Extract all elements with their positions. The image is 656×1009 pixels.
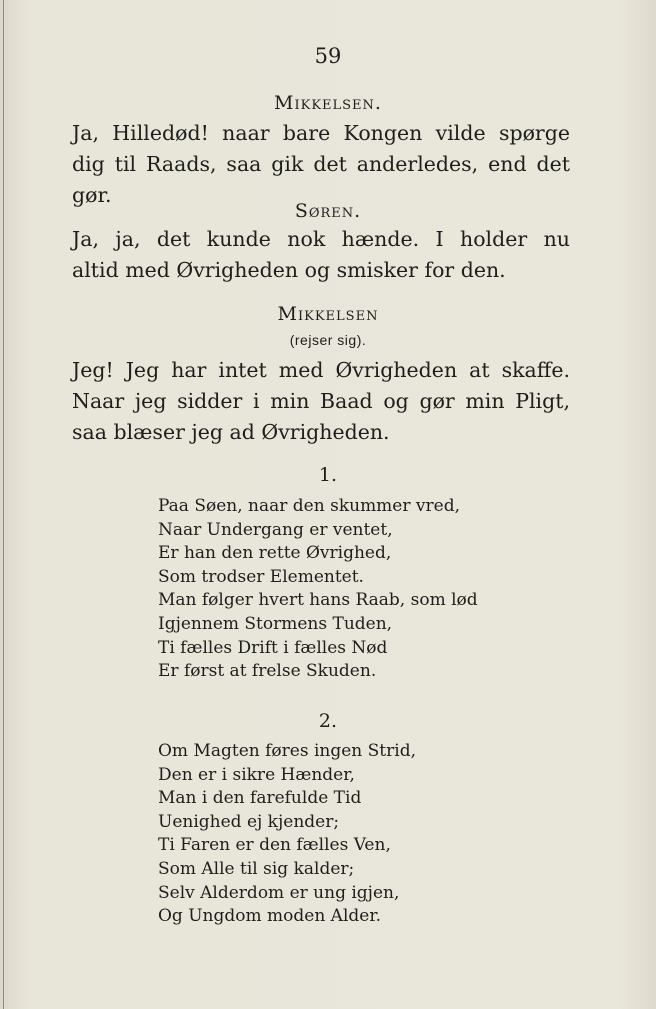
verse-line: Om Magten føres ingen Strid, [158, 741, 416, 761]
verse-line: Selv Alderdom er ung igjen, [158, 882, 400, 903]
prose-line: Naar jeg sidder i min Baad og gør min Pligt, [72, 389, 570, 413]
verse-line: Ti Faren er den fælles Ven, [158, 835, 391, 856]
verse-line: Man følger hvert hans Raab, som lød [158, 590, 478, 611]
prose-line: dig til Raads, saa gik det anderledes, end det gør. [72, 152, 570, 207]
prose-line: Jeg! Jeg har intet med Øvrigheden at skaffe. [72, 358, 570, 382]
page-edge [3, 0, 4, 1009]
prose-line: saa blæser jeg ad Øvrigheden. [72, 420, 390, 444]
stanza-number-1: 1. [318, 464, 338, 486]
speech-mikkelsen-2 [72, 355, 570, 448]
verse-line: Igjennem Stormens Tuden, [158, 613, 393, 634]
verse-line: Man i den farefulde Tid [158, 788, 362, 809]
verse-stanza-1 [158, 495, 478, 684]
verse-line: Er først at frelse Skuden. [158, 661, 377, 682]
verse-line: Naar Undergang er ventet, [158, 519, 393, 540]
verse-line: Som trodser Elementet. [158, 566, 364, 587]
speaker-soren: Søren. [294, 200, 362, 222]
verse-line: Er han den rette Øvrighed, [158, 543, 392, 564]
stage-direction: (rejser sig). [289, 332, 367, 348]
prose-line: Ja, ja, det kunde nok hænde. I holder nu [72, 227, 570, 251]
speaker-mikkelsen-2: Mikkelsen [277, 303, 379, 325]
verse-line: Paa Søen, naar den skummer vred, [158, 496, 460, 516]
page-number: 59 [314, 44, 342, 68]
verse-line: Som Alle til sig kalder; [158, 858, 355, 879]
stanza-number-2: 2. [318, 710, 338, 732]
verse-line: Den er i sikre Hænder, [158, 764, 355, 785]
prose-line: Ja, Hilledød! naar bare Kongen vilde spørge [72, 121, 570, 145]
verse-line: Uenighed ej kjender; [158, 811, 340, 832]
verse-stanza-2 [158, 740, 416, 929]
speech-mikkelsen-1 [72, 118, 570, 211]
verse-line: Ti fælles Drift i fælles Nød [158, 637, 388, 658]
speaker-mikkelsen-1: Mikkelsen. [274, 92, 382, 114]
speech-soren [72, 224, 570, 286]
prose-line: altid med Øvrigheden og smisker for den. [72, 258, 506, 282]
verse-line: Og Ungdom moden Alder. [158, 906, 381, 927]
